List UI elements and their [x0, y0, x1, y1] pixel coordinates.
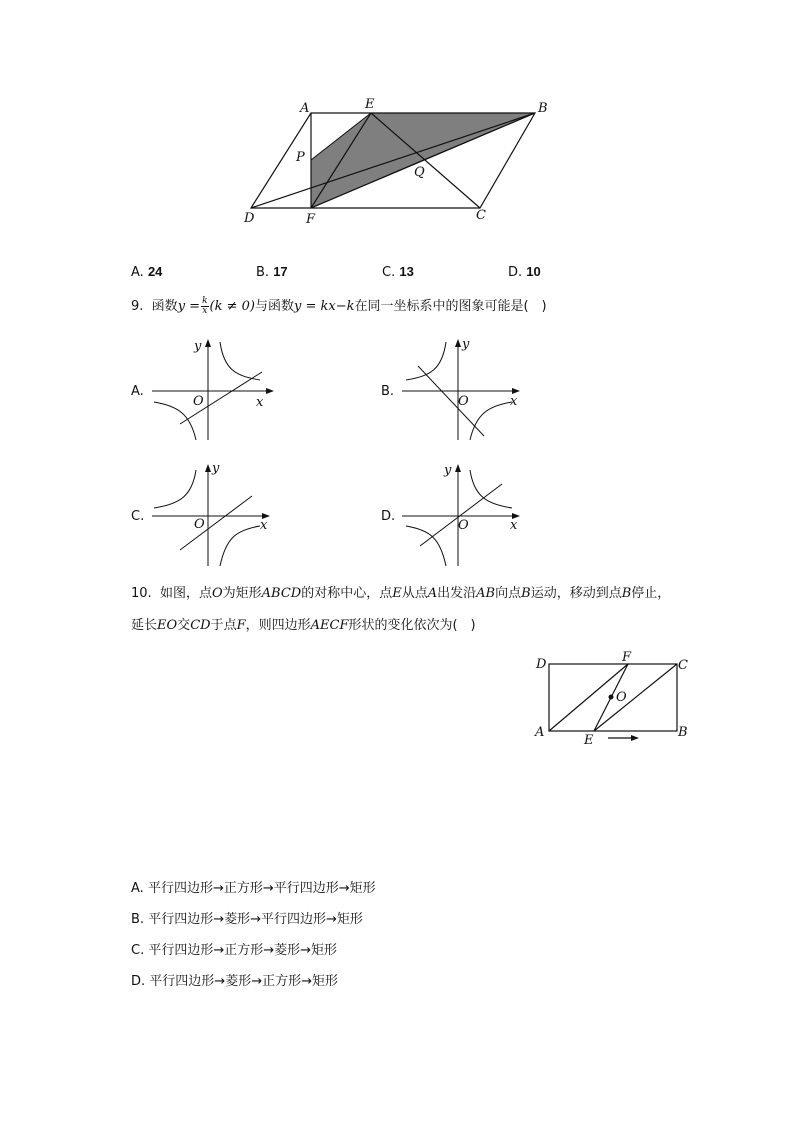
- q9-graph-c-y-label: y: [212, 461, 220, 476]
- q10-option-d: D. 平行四边形→菱形→正方形→矩形: [131, 974, 338, 989]
- q8-label-E: E: [365, 97, 375, 112]
- q9-graph-b: [398, 336, 528, 442]
- q9-graph-c-letter: C.: [131, 509, 145, 524]
- q8-label-B: B: [538, 101, 548, 116]
- q9-graph-c: [148, 460, 278, 568]
- q9-graph-d-x-label: x: [510, 518, 518, 533]
- q10-label-O: O: [616, 690, 627, 705]
- q9-graph-a: [148, 336, 278, 442]
- q10-label-F: F: [622, 650, 632, 665]
- q8-label-D: D: [244, 211, 255, 226]
- q8-option-b: B. 17: [256, 264, 288, 280]
- q9-graph-a-origin: O: [193, 394, 204, 409]
- q9-graph-b-origin: O: [458, 394, 469, 409]
- q10-label-B: B: [678, 725, 688, 740]
- q8-label-C: C: [476, 208, 486, 223]
- q10-option-a: A. 平行四边形→正方形→平行四边形→矩形: [131, 881, 376, 896]
- q8-option-a-value: 24: [147, 264, 163, 279]
- q8-option-c-value: 13: [399, 264, 414, 279]
- q9-graph-b-y-label: y: [462, 337, 470, 352]
- q10-line-EC: [594, 664, 677, 731]
- q8-label-A: A: [300, 101, 310, 116]
- q8-option-a: A. 24: [131, 264, 163, 280]
- q9-graph-d: [398, 460, 528, 568]
- q10-figure: [528, 648, 698, 748]
- q9-number: 9.: [131, 299, 144, 314]
- q8-figure: [240, 95, 560, 230]
- q10-number: 10.: [131, 586, 152, 601]
- q9-graph-a-x-label: x: [256, 395, 264, 410]
- q8-label-P: P: [296, 150, 305, 165]
- q10-stem-line1: 10. 如图，点O为矩形ABCD的对称中心，点E从点A出发沿AB向点B运动，移动到点B停止，: [131, 586, 671, 601]
- q10-center-point: [609, 695, 614, 700]
- q10-label-A: A: [535, 725, 545, 740]
- q10-label-C: C: [678, 658, 688, 673]
- q10-label-E: E: [584, 733, 594, 748]
- q8-option-d: D. 10: [508, 264, 541, 280]
- q9-fraction: $\frac{k}{x}$: [202, 296, 208, 316]
- q8-label-Q: Q: [414, 165, 425, 180]
- q8-option-b-value: 17: [273, 264, 288, 279]
- q10-option-c: C. 平行四边形→正方形→菱形→矩形: [131, 943, 338, 958]
- q9-graph-d-origin: O: [458, 518, 469, 533]
- q9-graph-c-origin: O: [194, 517, 205, 532]
- q9-stem: 9. 函数y = $\frac{k}{x}$ (k ≠ 0)与函数y = kx−k在同一坐标系中的图象可能是( ): [131, 296, 547, 316]
- q9-graph-a-letter: A.: [131, 384, 144, 399]
- q9-graph-a-y-label: y: [194, 339, 202, 354]
- q8-label-F: F: [306, 212, 316, 227]
- q9-graph-b-x-label: x: [510, 394, 518, 409]
- q8-option-c: C. 13: [382, 264, 414, 280]
- q10-arrow-head: [631, 735, 639, 741]
- q8-option-d-value: 10: [526, 264, 541, 279]
- q10-stem-line2: 延长EO交CD于点F，则四边形AECF形状的变化依次为( ): [131, 618, 476, 633]
- q9-graph-d-letter: D.: [381, 509, 396, 524]
- q9-graph-c-x-label: x: [260, 518, 268, 533]
- q10-option-b: B. 平行四边形→菱形→平行四边形→矩形: [131, 912, 363, 927]
- q9-graph-b-letter: B.: [381, 384, 395, 399]
- q10-label-D: D: [536, 657, 547, 672]
- q9-graph-d-y-label: y: [444, 463, 452, 478]
